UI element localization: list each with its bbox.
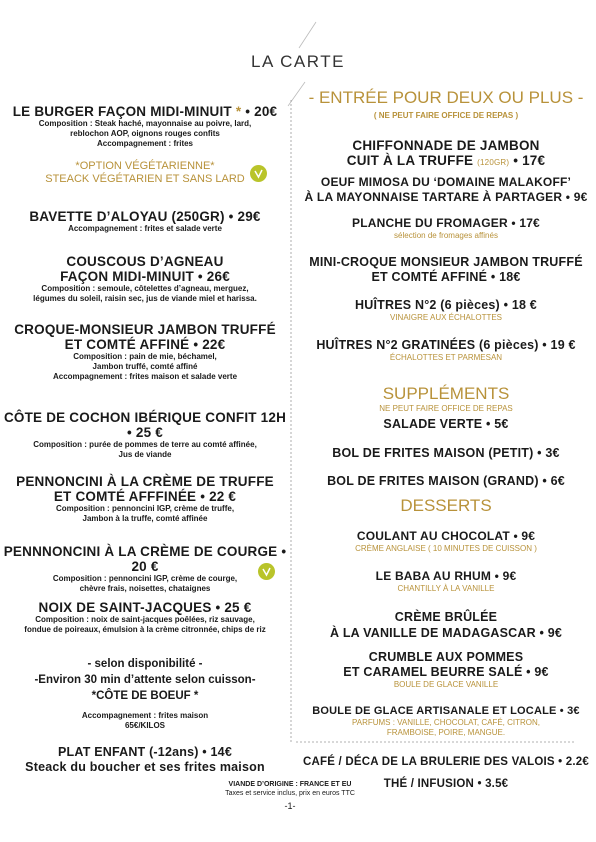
cochon-item [0,410,290,460]
couscous-name-1: COUSCOUS D’AGNEAU [66,254,224,269]
salade-line: SALADE VERTE • 5€ [383,417,509,431]
entree-section [296,88,596,121]
cochon-comp-2: Jus de viande [118,450,172,459]
enfant-item [0,745,290,775]
fromager-note: sélection de fromages affinés [394,231,498,240]
croque-comp-1: Composition : pain de mie, béchamel, [73,352,217,361]
huitres-note: VINAIGRE AUX ÉCHALOTTES [389,313,503,322]
creme-brulee-line-2: À LA VANILLE DE MADAGASCAR • 9€ [329,626,563,640]
enfant-line-2: Steack du boucher et ses frites maison [25,760,265,774]
burger-item [0,104,290,149]
page-title: LA CARTE [251,52,345,71]
chiffonnade-weight: (120GR) [477,158,510,167]
boeuf-line-1: - selon disponibilité - [87,658,203,670]
veg-option-title: *OPTION VÉGÉTARIENNE* [75,160,215,172]
oeuf-item [296,175,596,205]
mini-croque-line-2: ET COMTÉ AFFINÉ • 18€ [371,270,521,284]
chiffonnade-line-2: CUIT À LA TRUFFE [346,153,478,168]
oeuf-line-2: À LA MAYONNAISE TARTARE À PARTAGER • 9€ [304,190,588,204]
entree-title: - ENTRÉE POUR DEUX OU PLUS - [308,88,584,107]
pennoncini-courge-item [0,544,290,594]
mini-croque-line-1: MINI-CROQUE MONSIEUR JAMBON TRUFFÉ [309,255,583,269]
pennoncini-courge-comp-1: Composition : pennoncini IGP, crème de courge, [52,574,238,583]
frites-grand-line: BOL DE FRITES MAISON (GRAND) • 6€ [327,474,565,488]
saint-jacques-comp-2: fondue de poireaux, émulsion à la crème citronnée, chips de riz [24,625,266,634]
salade-item [296,417,596,432]
couscous-item [0,254,290,304]
glace-item [296,705,596,738]
croque-item [0,322,290,382]
oeuf-line-1: OEUF MIMOSA DU ‘DOMAINE MALAKOFF’ [320,175,572,189]
boeuf-item [0,656,290,731]
huitres-gratinees-item [296,338,596,363]
cochon-comp-1: Composition : purée de pommes de terre au comté affinée, [33,440,257,449]
boeuf-line-2: -Environ 30 min d’attente selon cuisson- [34,674,256,686]
chiffonnade-item [296,138,596,170]
boeuf-side: Accompagnement : frites maison [81,711,209,720]
saint-jacques-name: NOIX DE SAINT-JACQUES • 25 € [38,600,252,615]
enfant-line-1: PLAT ENFANT (-12ans) • 14€ [58,745,232,759]
coulant-item [296,529,596,554]
mini-croque-item [296,255,596,285]
page-number: -1- [284,801,296,811]
pennoncini-truffe-name-2: ET COMTÉ AFFFINÉE • 22 € [53,489,237,504]
burger-price: • 20€ [245,104,278,119]
baba-note: CHANTILLY À LA VANILLE [397,584,495,593]
saint-jacques-comp-1: Composition : noix de saint-jacques poêlées, riz sauvage, [35,615,255,624]
the-line: THÉ / INFUSION • 3.5€ [383,778,509,790]
cochon-name: CÔTE DE COCHON IBÉRIQUE CONFIT 12H • 25 € [3,410,287,440]
supplements-note: NE PEUT FAIRE OFFICE DE REPAS [379,404,513,413]
coulant-line-1: COULANT AU CHOCOLAT • 9€ [356,529,536,543]
supplements-title: SUPPLÉMENTS [382,384,510,403]
crumble-line-2: ET CARAMEL BEURRE SALÉ • 9€ [343,665,549,679]
entree-note: ( NE PEUT FAIRE OFFICE DE REPAS ) [373,111,519,120]
glace-line-1: BOULE DE GLACE ARTISANALE ET LOCALE • 3€ [312,705,580,717]
crumble-note: BOULE DE GLACE VANILLE [393,680,499,689]
burger-composition-2: reblochon AOP, oignons rouges confits [70,129,220,138]
vegetarian-leaf-icon [258,563,275,580]
vegetarian-leaf-icon [250,165,267,182]
couscous-comp-2: légumes du soleil, raisin sec, jus de viande miel et harissa. [33,294,257,303]
croque-name-2: ET COMTÉ AFFINÉ • 22€ [64,337,226,352]
chiffonnade-line-1: CHIFFONNADE DE JAMBON [352,138,540,153]
desserts-title: DESSERTS [400,496,492,515]
croque-name-1: CROQUE-MONSIEUR JAMBON TRUFFÉ [14,322,276,337]
bavette-side: Accompagnement : frites et salade verte [68,224,222,233]
crumble-item [296,650,596,690]
veg-option [0,160,290,186]
fromager-item [296,216,596,241]
footer [150,780,430,814]
baba-line-1: LE BABA AU RHUM • 9€ [375,569,517,583]
chiffonnade-price: • 17€ [509,153,546,168]
creme-brulee-line-1: CRÈME BRÛLÉE [394,610,498,624]
crumble-line-1: CRUMBLE AUX POMMES [368,650,524,664]
footer-origin: VIANDE D’ORIGINE : FRANCE ET EU [228,781,352,788]
pennoncini-courge-name: PENNNONCINI À LA CRÈME DE COURGE • 20 € [3,544,287,574]
croque-comp-2: Jambon truffé, comté affiné [92,362,198,371]
supplements-section [296,384,596,414]
burger-name: LE BURGER FAÇON MIDI-MINUIT [12,104,232,119]
boeuf-price: 65€/KILOS [124,721,165,730]
huitres-gratinees-note: ÉCHALOTTES ET PARMESAN [389,353,503,362]
glace-note-1: PARFUMS : VANILLE, CHOCOLAT, CAFÉ, CITRON, [351,718,541,727]
huitres-gratinees-line-1: HUÎTRES N°2 GRATINÉES (6 pièces) • 19 € [316,338,576,352]
pennoncini-truffe-comp-2: Jambon à la truffe, comté affinée [82,514,208,523]
glace-note-2: FRAMBOISE, POIRE, MANGUE. [386,728,506,737]
cafe-line: CAFÉ / DÉCA DE LA BRULERIE DES VALOIS • 2.2€ [303,756,589,768]
burger-composition: Composition : Steak haché, mayonnaise au poivre, lard, [38,119,252,128]
creme-brulee-item [296,609,596,641]
desserts-section [296,496,596,516]
footer-taxes: Taxes et service inclus, prix en euros TTC [225,790,355,797]
bavette-item [0,209,290,234]
huitres-item [296,298,596,323]
saint-jacques-item [0,600,290,635]
burger-star: * [235,104,242,119]
burger-side: Accompagnement : frites [96,139,194,148]
baba-item [296,569,596,594]
fromager-line-1: PLANCHE DU FROMAGER • 17€ [352,216,540,230]
pennoncini-truffe-item [0,474,290,524]
frites-petit-item [296,446,596,461]
pennoncini-truffe-name-1: PENNONCINI À LA CRÈME DE TRUFFE [16,474,274,489]
couscous-comp-1: Composition : semoule, côtelettes d’agneau, merguez, [41,284,249,293]
coulant-note: CRÈME ANGLAISE ( 10 MINUTES DE CUISSON ) [355,544,537,553]
cafe-item [296,755,596,770]
huitres-line-1: HUÎTRES N°2 (6 pièces) • 18 € [355,298,537,312]
couscous-name-2: FAÇON MIDI-MINUIT • 26€ [60,269,230,284]
frites-grand-item [296,474,596,489]
veg-option-desc: STEACK VÉGÉTARIEN ET SANS LARD [45,173,245,185]
croque-side: Accompagnement : frites maison et salade verte [52,372,238,381]
pennoncini-courge-comp-2: chèvre frais, noisettes, chataignes [79,584,211,593]
bavette-name: BAVETTE D’ALOYAU (250GR) • 29€ [29,209,261,224]
pennoncini-truffe-comp-1: Composition : pennoncini IGP, crème de truffe, [55,504,235,513]
boeuf-line-3: *CÔTE DE BOEUF * [91,690,199,702]
frites-petit-line: BOL DE FRITES MAISON (PETIT) • 3€ [332,446,560,460]
